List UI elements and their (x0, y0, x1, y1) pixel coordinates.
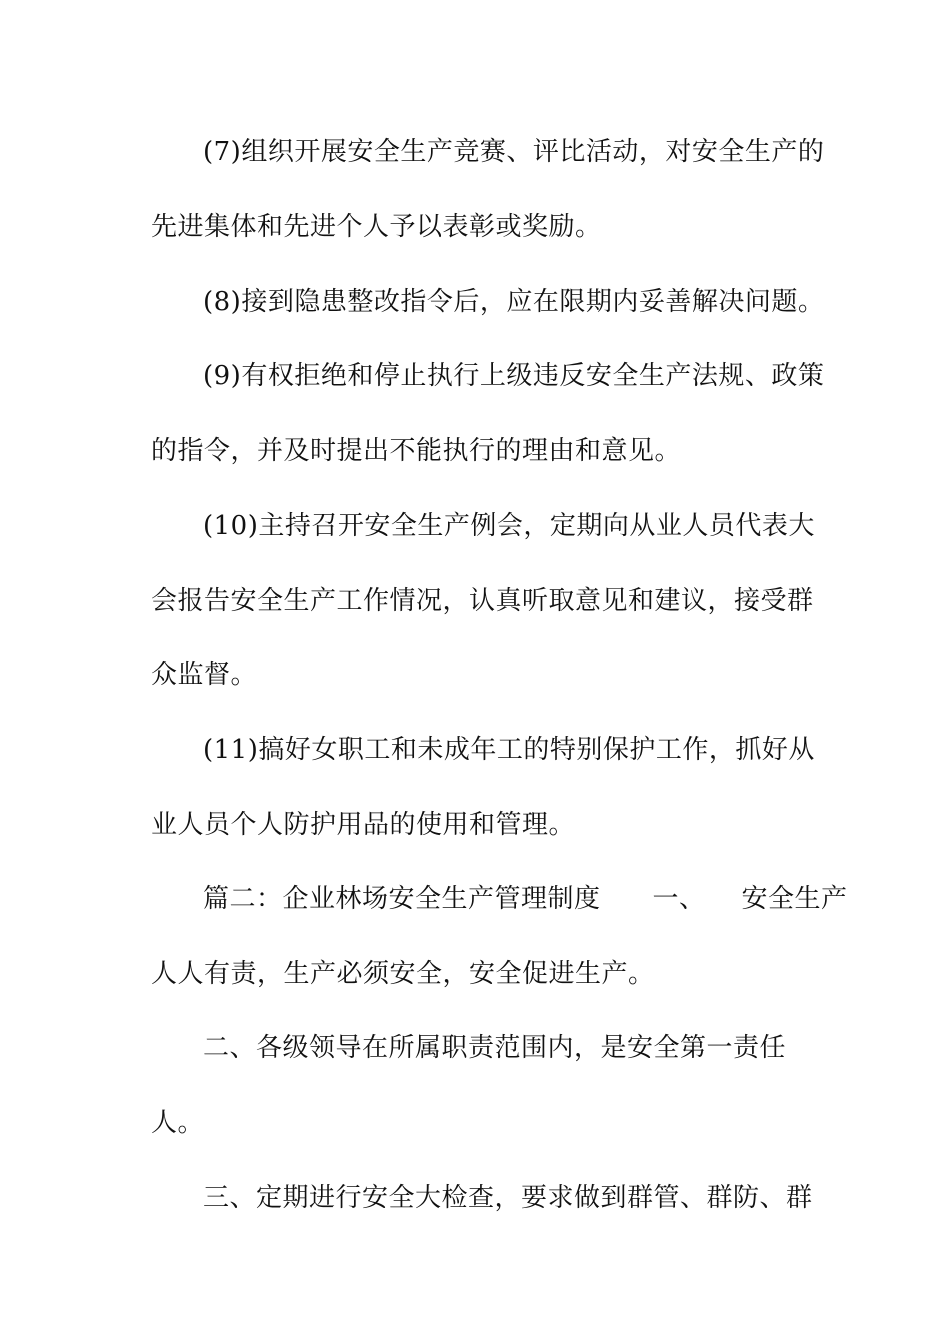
paragraph-line: (7)组织开展安全生产竞赛、评比活动，对安全生产的 (203, 137, 825, 167)
paragraph-line: 会报告安全生产工作情况，认真听取意见和建议，接受群 (151, 586, 814, 616)
paragraph-line: 二、各级领导在所属职责范围内，是安全第一责任 (203, 1033, 787, 1063)
paragraph-line: 的指令，并及时提出不能执行的理由和意见。 (151, 436, 682, 466)
paragraph-line: 三、定期进行安全大检查，要求做到群管、群防、群 (203, 1183, 813, 1213)
paragraph-line: 先进集体和先进个人予以表彰或奖励。 (151, 212, 602, 242)
paragraph-line: 众监督。 (151, 660, 258, 690)
paragraph-fragment: 安全生产 (741, 884, 848, 914)
section-title: 篇二：企业林场安全生产管理制度 (203, 884, 601, 914)
paragraph-line: (9)有权拒绝和停止执行上级违反安全生产法规、政策 (203, 361, 825, 391)
paragraph-line: 人人有责，生产必须安全，安全促进生产。 (151, 959, 655, 989)
paragraph-line: 业人员个人防护用品的使用和管理。 (151, 810, 576, 840)
paragraph-line: (10)主持召开安全生产例会，定期向从业人员代表大 (203, 511, 815, 541)
item-number: 一、 (652, 884, 706, 914)
paragraph-line: (8)接到隐患整改指令后，应在限期内妥善解决问题。 (203, 287, 825, 317)
section-heading-line (203, 881, 848, 917)
paragraph-line: 人。 (151, 1108, 205, 1138)
paragraph-line: (11)搞好女职工和未成年工的特别保护工作，抓好从 (203, 735, 815, 765)
